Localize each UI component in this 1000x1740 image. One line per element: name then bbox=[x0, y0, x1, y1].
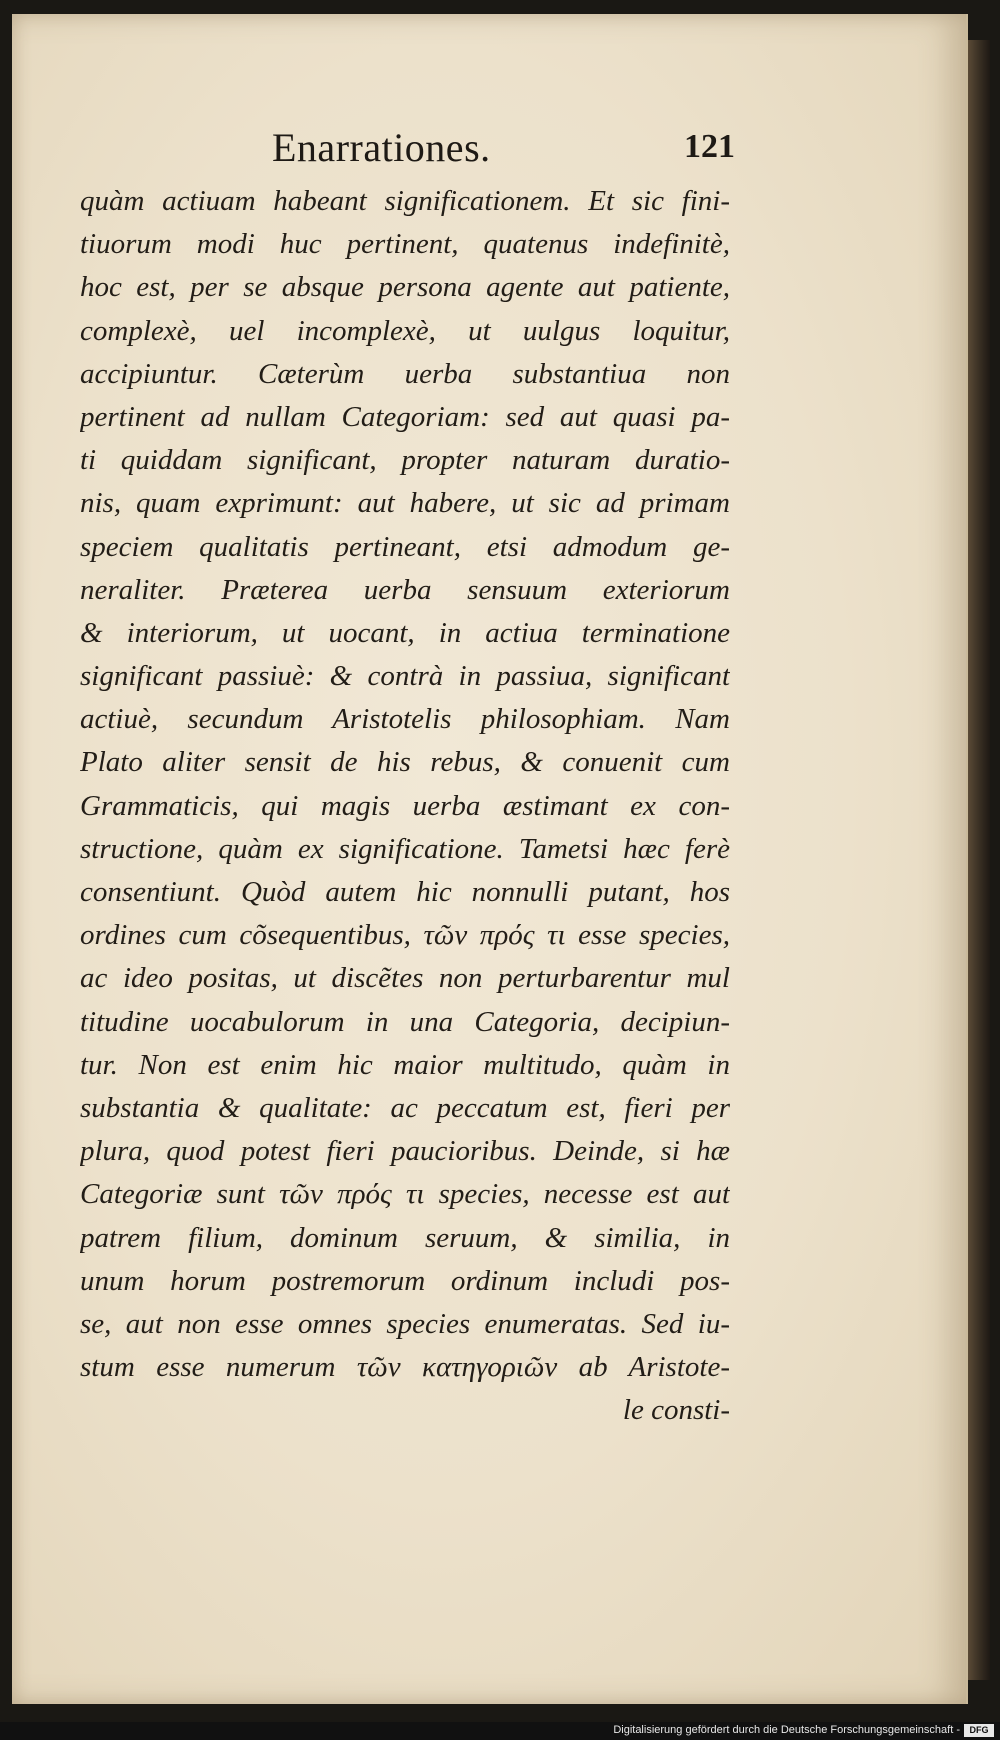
digitization-credit: Digitalisierung gefördert durch die Deutsche Forschungsgemeinschaft - bbox=[613, 1724, 960, 1736]
text-line: ac ideo positas, ut discẽtes non perturbarentur mul bbox=[80, 962, 730, 995]
page-number: 121 bbox=[684, 128, 735, 165]
text-line: speciem qualitatis pertineant, etsi admodum ge- bbox=[80, 530, 730, 563]
facing-page-edge bbox=[968, 40, 990, 1680]
text-line: patrem filium, dominum seruum, & similia, in bbox=[80, 1221, 730, 1254]
text-line: tur. Non est enim hic maior multitudo, quàm in bbox=[80, 1048, 730, 1081]
text-line: hoc est, per se absque persona agente aut patiente, bbox=[80, 271, 730, 304]
text-line: actiuè, secundum Aristotelis philosophiam. Nam bbox=[80, 703, 730, 736]
text-line: ti quiddam significant, propter naturam duratio- bbox=[80, 444, 730, 477]
book-page bbox=[12, 14, 968, 1704]
text-line: quàm actiuam habeant significationem. Et sic fini- bbox=[80, 185, 730, 217]
text-line: pertinent ad nullam Categoriam: sed aut quasi pa- bbox=[80, 400, 730, 433]
text-line: Grammaticis, qui magis uerba æstimant ex con- bbox=[80, 789, 730, 822]
text-line: ordines cum cõsequentibus, τῶν πρός τι esse species, bbox=[80, 919, 730, 952]
text-line: Categoriæ sunt τῶν πρός τι species, necesse est aut bbox=[80, 1178, 730, 1211]
body-text bbox=[80, 180, 730, 1432]
text-line: stum esse numerum τῶν κατηγοριῶν ab Aristote- bbox=[80, 1351, 730, 1384]
text-line: unum horum postremorum ordinum includi pos- bbox=[80, 1264, 730, 1297]
text-line: structione, quàm ex significatione. Tametsi hæc ferè bbox=[80, 832, 730, 865]
text-line: le consti- bbox=[622, 1394, 730, 1427]
text-line: titudine uocabulorum in una Categoria, decipiun- bbox=[80, 1005, 730, 1038]
text-line: significant passiuè: & contrà in passiua, significant bbox=[80, 660, 730, 693]
text-line: se, aut non esse omnes species enumeratas. Sed iu- bbox=[80, 1307, 730, 1340]
running-head bbox=[72, 124, 735, 174]
text-line: accipiuntur. Cæterùm uerba substantiua non bbox=[80, 357, 730, 390]
text-line: substantia & qualitate: ac peccatum est, fieri per bbox=[80, 1091, 730, 1124]
text-line: & interiorum, ut uocant, in actiua terminatione bbox=[80, 616, 730, 649]
text-line: nis, quam exprimunt: aut habere, ut sic ad primam bbox=[80, 487, 730, 520]
text-line: plura, quod potest fieri paucioribus. Deinde, si hæ bbox=[80, 1135, 730, 1168]
footer-strip bbox=[0, 1722, 1000, 1740]
text-line: neraliter. Præterea uerba sensuum exteriorum bbox=[80, 573, 730, 606]
dfg-logo: DFG bbox=[964, 1724, 994, 1737]
text-line: Plato aliter sensit de his rebus, & conuenit cum bbox=[80, 746, 730, 779]
text-line: tiuorum modi huc pertinent, quatenus indefinitè, bbox=[80, 228, 730, 261]
running-head-title: Enarrationes. bbox=[272, 125, 491, 170]
text-line: complexè, uel incomplexè, ut uulgus loquitur, bbox=[80, 314, 730, 347]
text-line: consentiunt. Quòd autem hic nonnulli putant, hos bbox=[80, 876, 730, 908]
